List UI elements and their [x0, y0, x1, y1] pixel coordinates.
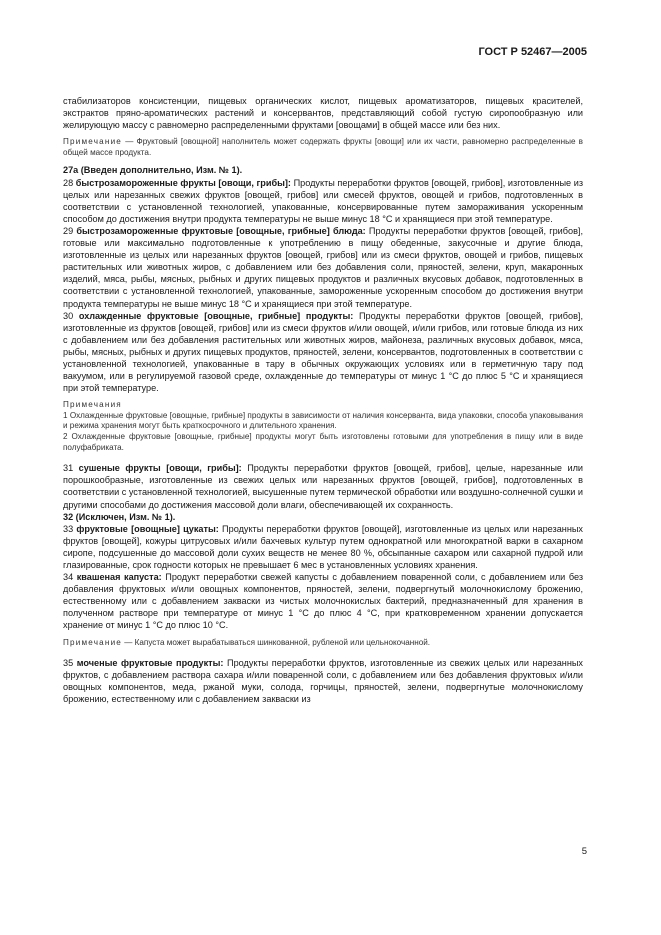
term: быстрозамороженные фруктовые [овощные, грибные] блюда: [76, 225, 366, 236]
paragraph-intro: стабилизаторов консистенции, пищевых органических кислот, пищевых ароматизаторов, пищевых красителей, экстрактов пряно-ароматических растений и консервантов, представляющий собой густую сиропообразную или желирующую массу с равномерно распределенными фруктами [овощами] в общей массе или без них. [63, 96, 583, 131]
definition: Продукты переработки фруктов [овощей, грибов], целые, нарезанные или порошкообразные, изготовленные из свежих целых или нарезанных фруктов [овощей, грибов], подготовленных в соответствии с установленной технологией, высушенные путем термической обработки или воздушно-солнечной сушки и другими способами до достижения массовой доли влаги, обеспечивающей их сохранность. [63, 463, 583, 510]
notes-30-label [63, 400, 583, 411]
term: моченые фруктовые продукты: [76, 658, 224, 669]
note-text: — Фруктовый [овощной] наполнитель может содержать фрукты [овощи] или их части, равномерно распределенные в общей массе продукта. [63, 137, 583, 157]
paragraph-29 [63, 225, 583, 310]
paragraph-30 [63, 310, 583, 395]
definition: Продукты переработки фруктов [овощей], изготовленные из целых или нарезанных фруктов [овощей], кожуры цитрусовых и/или бахчевых культур путем однократной или многократной варки в сахарном сиропе, подсушенные до массовой доли сухих веществ не менее 80 %, обсыпанные сахаром или сахарной пудрой или глазированные, срок годности которых не превышает 6 мес в установленных условиях хранения. [63, 523, 583, 570]
paragraph-27a: 27а (Введен дополнительно, Изм. № 1). [63, 165, 243, 176]
document-code: ГОСТ Р 52467—2005 [478, 46, 587, 58]
term: быстрозамороженные фрукты [овощи, грибы]: [75, 177, 291, 188]
item-number: 29 [63, 225, 77, 236]
paragraph-28 [63, 177, 583, 225]
term: фруктовые [овощные] цукаты: [76, 523, 219, 534]
definition: Продукт переработки свежей капусты с добавлением поваренной соли, с добавлением или без добавления фруктовых и/или овощных компонентов, пряностей, зелени, подвергнутый молочнокислому брожению, естественному или с добавлением закваски из чистых молочнокислых бактерий, предназначенный для хранения в полученном растворе при температуре от минус 1 °С до плюс 4 °С, при кратковременном хранении допускается хранение от минус 1 °С до плюс 10 °С. [63, 572, 584, 631]
definition: Продукты переработки фруктов [овощей, грибов], изготовленные из целых или нарезанных свежих фруктов [овощей, грибов] или смесей фруктов, овощей и грибов, подготовленных в соответствии с установленной технологией, упакованные, консервированные путем замораживания ускоренным способом до достижения внутри продукта температуры не выше минус 18 °С и хранящиеся при этой температуре. [63, 177, 584, 224]
item-number: 33 [63, 523, 77, 534]
term: охлажденные фруктовые [овощные, грибные] продукты: [78, 310, 354, 321]
item-number: 30 [63, 310, 79, 321]
note-30-1: 1 Охлажденные фруктовые [овощные, грибные] продукты в зависимости от наличия консерванта, вида упаковки, способа упаковывания и режима хранения могут быть краткосрочного и длительного хранения. [63, 410, 583, 431]
definition: Продукты переработки фруктов [овощей, грибов], готовые или максимально подготовленные к употреблению в пищу обеденные, закусочные и другие блюда, изготовленные из целых или нарезанных фруктов [овощей, грибов] или из смеси фруктов, овощей и грибов, пищевых растительных или животных жиров, с добавлением или без добавления соли, пряностей, зелени, круп, макаронных изделий, мяса, рыбы, мясных, рыбных и других пищевых продуктов и различных вкусовых добавок, подготовленных в соответствии с установленной технологией, упакованные, замороженные ускоренным способом до достижения внутри продукта температуры не выше минус 18 °С и хранящиеся при этой температуре. [63, 225, 583, 309]
term: сушеные фрукты [овощи, грибы]: [78, 463, 242, 474]
note-text: — Капуста может вырабатываться шинкованной, рубленой или цельнокочанной. [122, 637, 431, 647]
definition: Продукты переработки фруктов, изготовленные из свежих целых или нарезанных фруктов, с добавлением раствора сахара и/или поваренной соли, с добавлением или без добавления фруктовых и/или овощных компонентов, меда, ржаной муки, солода, горчицы, пряностей, зелени, подвергнутые молочнокислому брожению, естественному или с добавлением закваски из [63, 658, 583, 705]
note-34 [63, 638, 583, 649]
item-number: 35 [63, 658, 77, 669]
item-number: 31 [63, 463, 79, 474]
paragraph-32: 32 (Исключен, Изм. № 1). [63, 511, 176, 522]
note-30-2: 2 Охлажденные фруктовые [овощные, грибные] продукты могут быть изготовлены готовыми для употребления в пищу или в виде полуфабриката. [63, 432, 583, 452]
term: квашеная капуста: [76, 572, 162, 583]
paragraph-33 [63, 523, 583, 571]
definition: Продукты переработки фруктов [овощей, грибов], изготовленные из фруктов [овощей, грибов] или из смеси фруктов и/или овощей, и/или грибов, или готовые блюда из них с добавлением или без добавления растительных или животных жиров, майонеза, различных вкусовых добавок, мяса, рыбы, мясных, рыбных и других пищевых продуктов, пряностей, зелени, консервантов, подготовленных в соответствии с установленной технологией, упакованные в тару в обычных окружающих условиях или в герметичную тару под вакуумом, или в регулируемой газовой среде, охлажденные до температуры от минус 1 °С до плюс 5 °С и хранящиеся при этой температуре. [63, 310, 583, 394]
note-label: Примечание [63, 137, 123, 147]
item-number: 34 [63, 572, 77, 583]
paragraph-35 [63, 657, 583, 705]
note-intro [63, 137, 583, 158]
document-body [63, 95, 583, 706]
notes-label: Примечания [63, 400, 122, 410]
item-number: 28 [63, 177, 76, 188]
page-number: 5 [581, 846, 587, 857]
paragraph-31 [63, 462, 583, 510]
paragraph-34 [63, 571, 583, 631]
note-label: Примечание [63, 637, 123, 647]
